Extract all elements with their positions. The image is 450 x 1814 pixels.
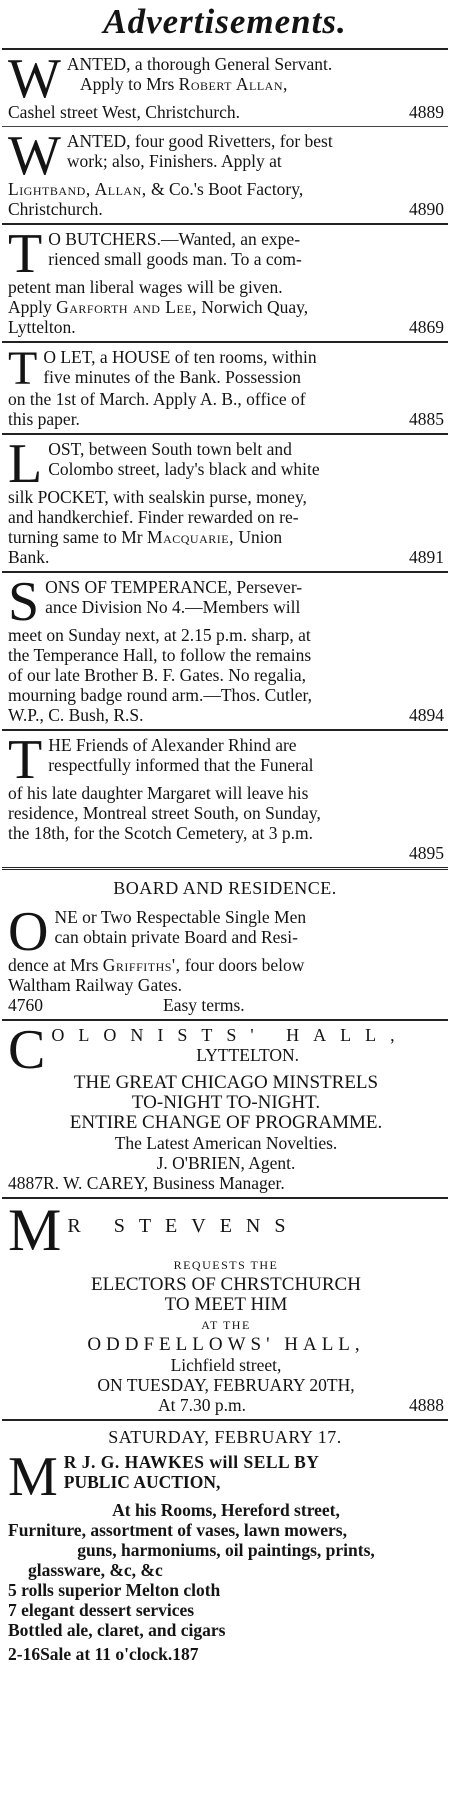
ad-line: O BUTCHERS.—Wanted, an expe-: [48, 229, 301, 249]
ad-line: The Latest American Novelties.: [114, 1133, 338, 1153]
ad-line: LYTTELTON.: [196, 1045, 300, 1065]
ad-line: of our late Brother B. F. Gates. No regalia,: [8, 665, 306, 685]
ad-line: ENTIRE CHANGE OF PROGRAMME.: [69, 1113, 383, 1133]
ad-line: ance Division No 4.—Members will: [45, 597, 301, 617]
ad-number: 187: [172, 1644, 199, 1664]
ad-line: turning same to Mr Macquarie, Union: [8, 527, 283, 547]
ad-line: ODDFELLOWS' HALL,: [87, 1335, 365, 1355]
ad-line: J. O'BRIEN, Agent.: [156, 1153, 296, 1173]
ad-number: 4895: [409, 843, 444, 863]
ad-sons-of-temperance: [0, 573, 450, 729]
ad-line: and handkerchief. Finder rewarded on re-: [8, 507, 299, 527]
drop-cap: W: [8, 48, 61, 110]
drop-cap: O: [8, 901, 49, 963]
ad-line: rienced small goods man. To a com-: [48, 249, 302, 269]
ad-line: Cashel street West, Christchurch. 4889: [8, 102, 444, 122]
ad-line: PUBLIC AUCTION,: [63, 1472, 221, 1492]
ad-rivetters: [0, 127, 450, 223]
ad-line: dence at Mrs Griffiths', four doors below: [8, 955, 305, 975]
ad-line: At 7.30 p.m. 4888: [158, 1395, 444, 1415]
section-heading-auction: SATURDAY, FEBRUARY 17.: [108, 1427, 342, 1447]
ad-line: the 18th, for the Scotch Cemetery, at 3 p.m.: [8, 823, 314, 843]
ad-lost: [0, 435, 450, 571]
ad-line: HE Friends of Alexander Rhind are: [48, 735, 297, 755]
ad-number: 4889: [409, 102, 444, 122]
drop-cap: M: [8, 1446, 58, 1508]
ad-line: 5 rolls superior Melton cloth: [8, 1580, 221, 1600]
drop-cap: M: [8, 1197, 62, 1263]
ad-line: silk POCKET, with sealskin purse, money,: [8, 487, 307, 507]
ad-line: Apply to Mrs Robert Allan,: [79, 74, 288, 94]
ad-line: five minutes of the Bank. Possession: [43, 367, 301, 387]
ad-line: petent man liberal wages will be given.: [8, 277, 283, 297]
ad-number: 4887: [8, 1173, 43, 1193]
ad-line: residence, Montreal street South, on Sunday,: [8, 803, 321, 823]
ad-line: ANTED, a thorough General Servant.: [66, 54, 333, 74]
drop-cap: L: [8, 433, 43, 495]
ad-code: 2-16: [8, 1644, 41, 1664]
masthead: Advertisements.: [103, 2, 347, 41]
ad-line: 2-16Sale at 11 o'clock.187: [8, 1644, 199, 1664]
ad-board-residence: [0, 903, 450, 1019]
ad-line: At his Rooms, Hereford street,: [112, 1500, 340, 1520]
ad-line: mourning badge round arm.—Thos. Cutler,: [8, 685, 313, 705]
ad-line: the Temperance Hall, to follow the remains: [8, 645, 312, 665]
ad-line: Bottled ale, claret, and cigars: [8, 1620, 226, 1640]
ad-line: O LET, a HOUSE of ten rooms, within: [43, 347, 317, 367]
ad-line: OLONISTS' HALL,: [51, 1025, 409, 1045]
ad-line: NE or Two Respectable Single Men: [54, 907, 307, 927]
ad-mr-stevens: [0, 1199, 450, 1419]
ad-number: 4885: [409, 409, 444, 429]
ad-line: OST, between South town belt and: [48, 439, 292, 459]
ad-line: TO-NIGHT TO-NIGHT.: [131, 1093, 321, 1113]
ad-line: R STEVENS: [67, 1215, 300, 1237]
ad-colonists-hall: [0, 1021, 450, 1197]
drop-cap: C: [8, 1019, 46, 1081]
ad-line: meet on Sunday next, at 2.15 p.m. sharp, at: [8, 625, 311, 645]
ad-line: THE GREAT CHICAGO MINSTRELS: [73, 1073, 379, 1093]
ad-line: TO MEET HIM: [164, 1295, 288, 1315]
ad-line: Lyttelton. 4869: [8, 317, 444, 337]
ad-to-let: [0, 343, 450, 433]
ad-number: 4894: [409, 705, 444, 725]
ad-line: [8, 843, 444, 863]
ad-line: Christchurch. 4890: [8, 199, 444, 219]
section-heading-board: BOARD AND RESIDENCE.: [113, 878, 337, 898]
ad-funeral-notice: [0, 731, 450, 867]
ad-servant: [0, 50, 450, 126]
ad-line: Lichfield street,: [170, 1355, 282, 1375]
ad-number: 4891: [409, 547, 444, 567]
ad-line: on the 1st of March. Apply A. B., office of: [8, 389, 306, 409]
ad-line: W.P., C. Bush, R.S. 4894: [8, 705, 444, 725]
ad-line: ANTED, four good Rivetters, for best: [66, 131, 333, 151]
ad-line: this paper. 4885: [8, 409, 444, 429]
ad-line: of his late daughter Margaret will leave his: [8, 783, 309, 803]
drop-cap: S: [8, 571, 40, 633]
ad-line: glassware, &c, &c: [28, 1560, 163, 1580]
ad-line: ELECTORS OF CHRSTCHURCH: [91, 1275, 361, 1295]
ad-number: 4760: [8, 995, 43, 1015]
ad-number: 4869: [409, 317, 444, 337]
ad-line: work; also, Finishers. Apply at: [66, 151, 282, 171]
drop-cap: T: [8, 729, 43, 791]
ad-line: Colombo street, lady's black and white: [48, 459, 320, 479]
ad-line: 4760 Easy terms.: [8, 995, 245, 1015]
ad-line: can obtain private Board and Resi-: [54, 927, 298, 947]
ad-line: Apply Garforth and Lee, Norwich Quay,: [8, 297, 309, 317]
ad-line: 4887R. W. CAREY, Business Manager.: [8, 1173, 285, 1193]
ad-line: 7 elegant dessert services: [8, 1600, 195, 1620]
drop-cap: W: [8, 125, 61, 187]
drop-cap: T: [8, 342, 38, 395]
ad-line: Lightband, Allan, & Co.'s Boot Factory,: [8, 179, 304, 199]
ad-line: REQUESTS THE: [173, 1258, 279, 1272]
drop-cap: T: [8, 223, 43, 285]
ad-line: AT THE: [201, 1318, 251, 1332]
ad-line: R J. G. HAWKES will SELL BY: [63, 1452, 320, 1472]
ad-line: ONS OF TEMPERANCE, Persever-: [45, 577, 303, 597]
ad-line: Bank. 4891: [8, 547, 444, 567]
ad-auction: [0, 1446, 450, 1668]
ad-line: Furniture, assortment of vases, lawn mowers,: [8, 1520, 347, 1540]
ad-line: ON TUESDAY, FEBRUARY 20TH,: [97, 1375, 355, 1395]
ad-butchers: [0, 225, 450, 341]
ad-number: 4888: [409, 1395, 444, 1415]
ad-line: respectfully informed that the Funeral: [48, 755, 314, 775]
ad-number: 4890: [409, 199, 444, 219]
ad-line: Waltham Railway Gates.: [8, 975, 183, 995]
ad-line: guns, harmoniums, oil paintings, prints,: [77, 1540, 375, 1560]
